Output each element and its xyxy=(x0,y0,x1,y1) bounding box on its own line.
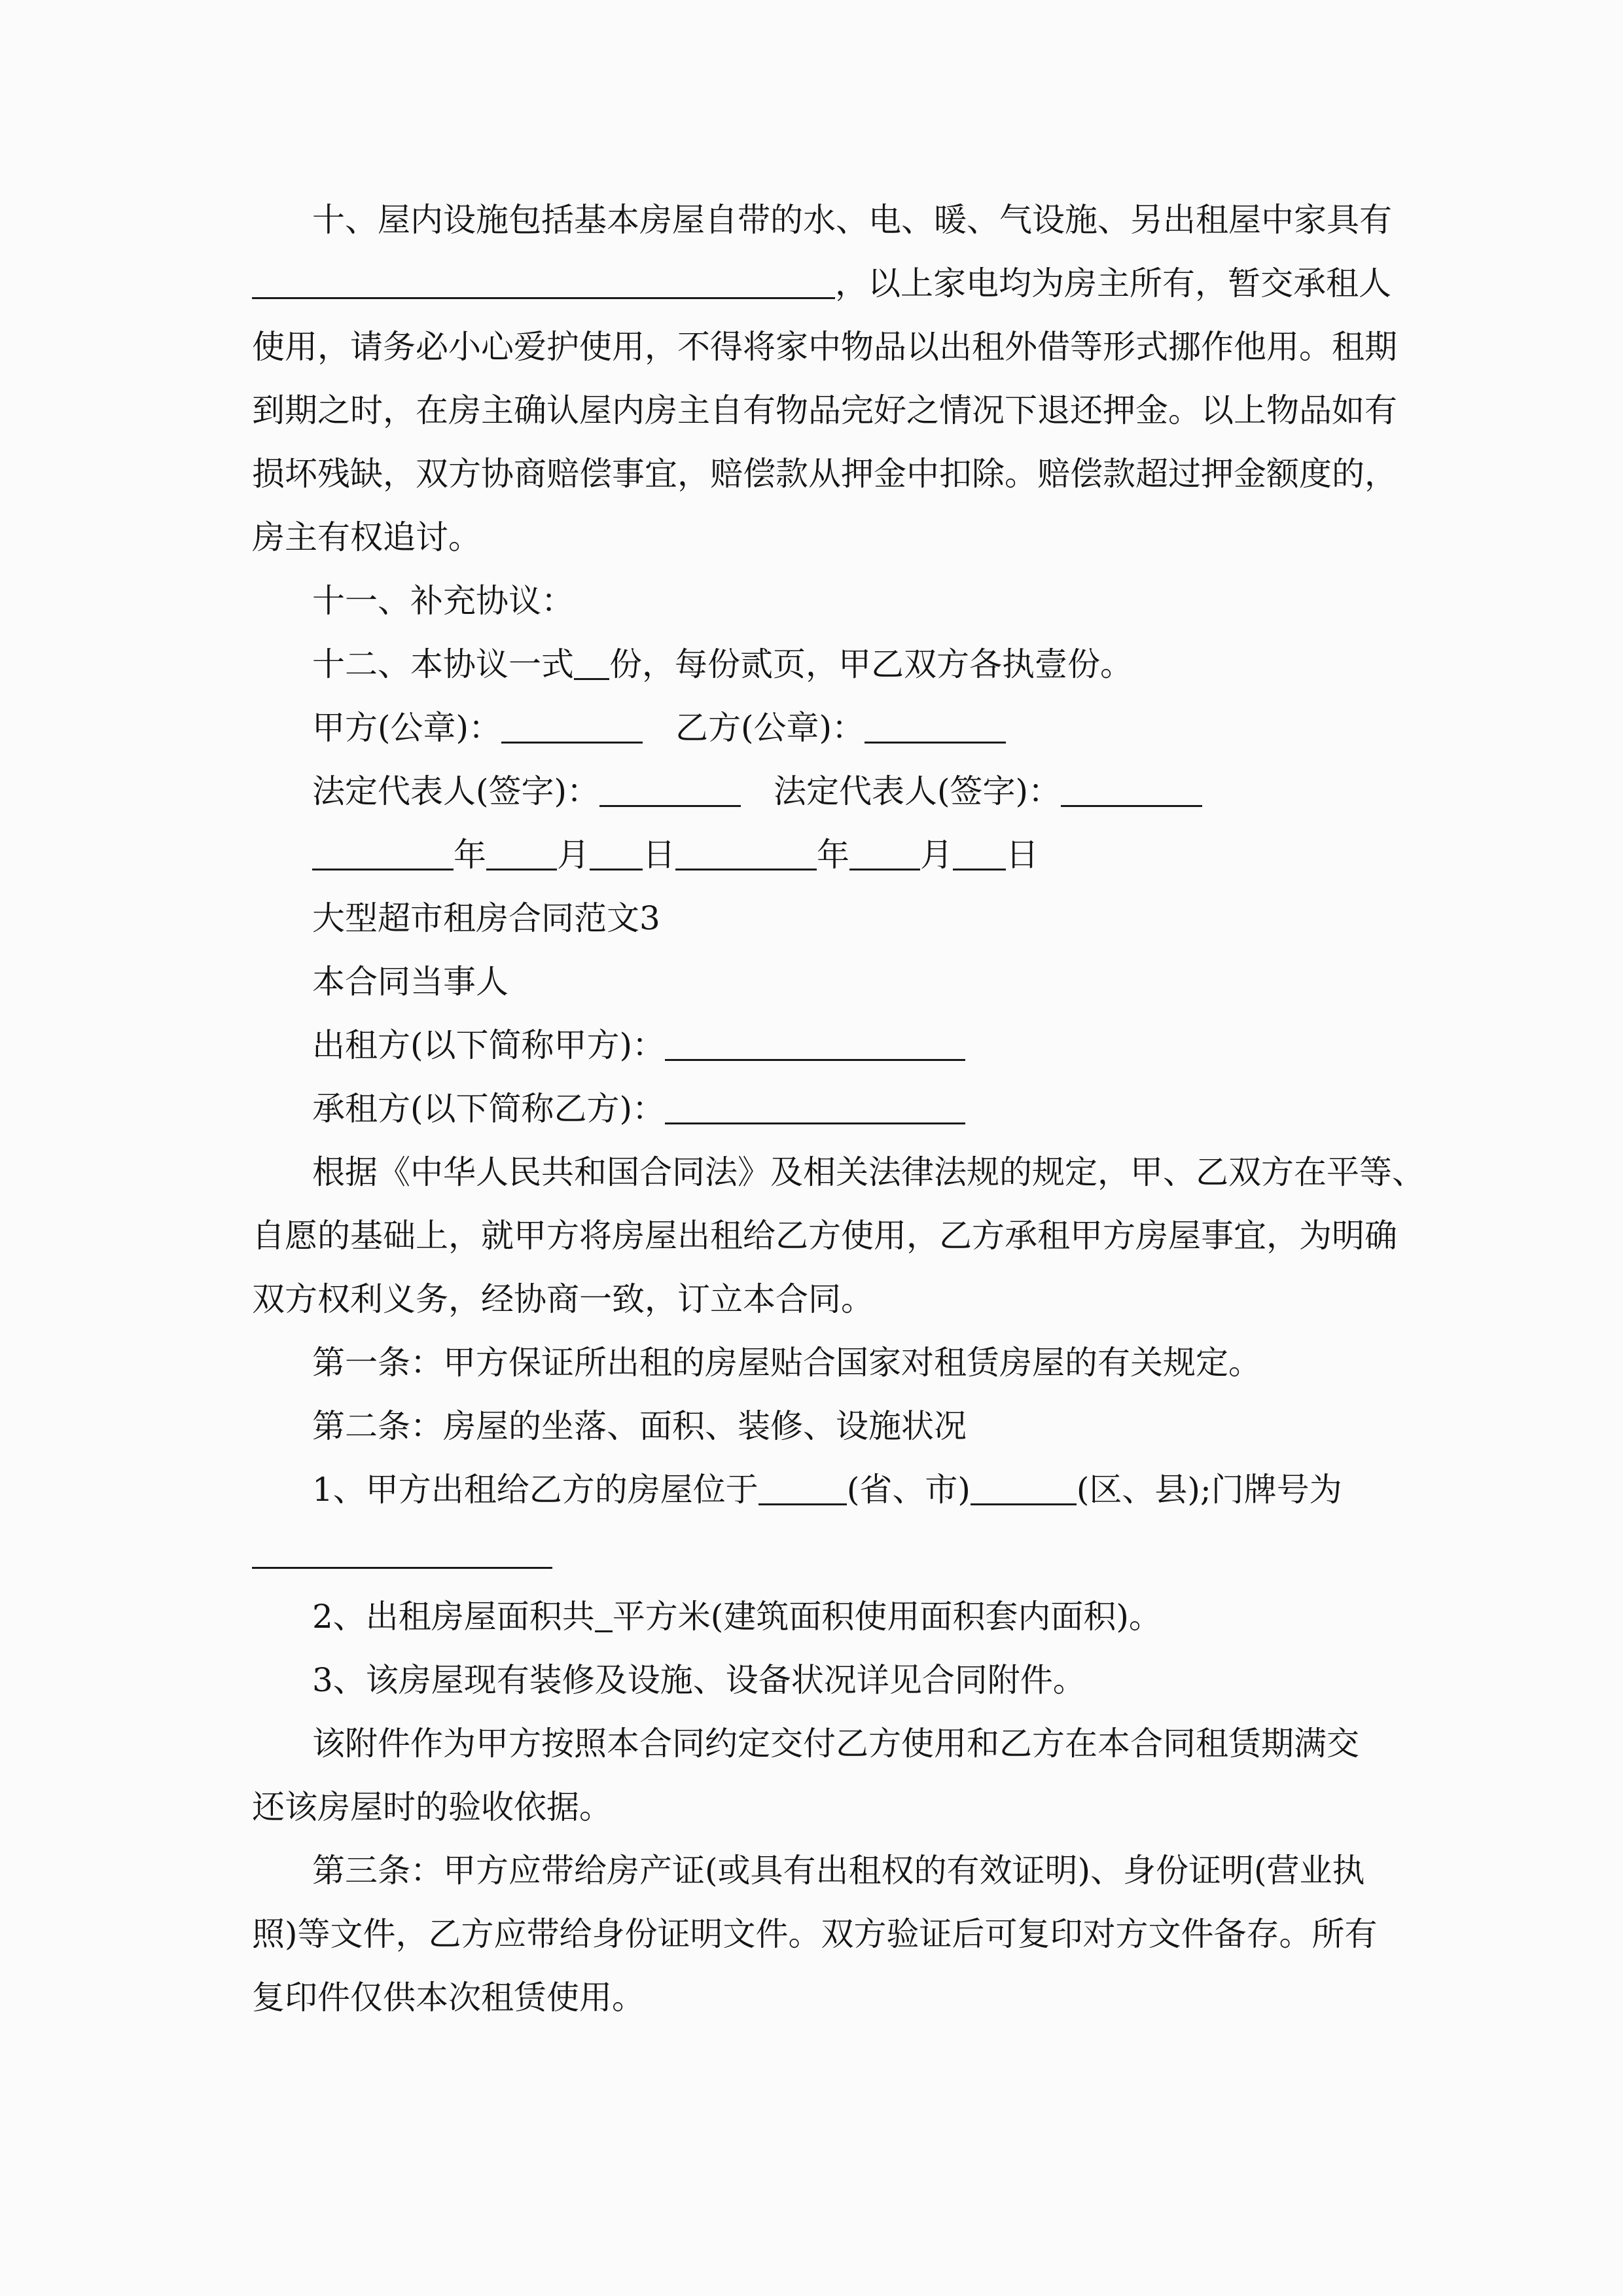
text-line xyxy=(252,1776,1404,1839)
text-line xyxy=(252,696,1404,760)
line-text: 十二、本协议一式 xyxy=(312,645,574,683)
line-text: 根据《中华人民共和国合同法》及相关法律法规的规定，甲、乙双方在平等、 xyxy=(312,1153,1425,1191)
text-line xyxy=(252,379,1404,442)
line-text: 甲方(公章)： xyxy=(312,709,502,747)
text-line xyxy=(252,252,1404,315)
fill-in-blank xyxy=(574,645,609,680)
text-line xyxy=(252,1395,1404,1458)
text-line xyxy=(252,506,1404,569)
text-line xyxy=(252,1585,1404,1649)
text-line xyxy=(252,1839,1404,1903)
text-line xyxy=(252,188,1404,252)
fill-in-blank xyxy=(590,836,643,870)
line-text: 3、该房屋现有装修及设施、设备状况详见合同附件。 xyxy=(312,1661,1086,1699)
line-text: 日 xyxy=(1006,836,1039,874)
text-line xyxy=(252,760,1404,823)
fill-in-blank xyxy=(312,836,454,870)
fill-in-blank xyxy=(865,709,1006,744)
text-line xyxy=(252,823,1404,887)
line-text: 法定代表人(签字)： xyxy=(741,772,1061,810)
fill-in-blank xyxy=(971,1471,1077,1505)
line-text: 月 xyxy=(557,836,590,874)
text-line xyxy=(252,315,1404,379)
fill-in-blank xyxy=(1061,772,1202,807)
line-text: ，以上家电均为房主所有，暂交承租人 xyxy=(835,264,1391,302)
line-text: 月 xyxy=(920,836,953,874)
text-line xyxy=(252,1331,1404,1395)
fill-in-blank xyxy=(758,1471,847,1505)
text-line xyxy=(252,1014,1404,1077)
fill-in-blank xyxy=(849,836,920,870)
fill-in-blank xyxy=(665,1090,965,1124)
line-text: 自愿的基础上，就甲方将房屋出租给乙方使用，乙方承租甲方房屋事宜，为明确 xyxy=(252,1217,1397,1255)
line-text: 份，每份贰页，甲乙双方各执壹份。 xyxy=(609,645,1133,683)
fill-in-blank xyxy=(599,772,741,807)
text-line xyxy=(252,1141,1425,1204)
text-line xyxy=(252,1966,1404,2030)
fill-in-blank xyxy=(486,836,557,870)
line-text: 2、出租房屋面积共 xyxy=(312,1598,595,1636)
line-text: 照)等文件，乙方应带给身份证明文件。双方验证后可复印对方文件备存。所有 xyxy=(252,1915,1378,1953)
line-text: 该附件作为甲方按照本合同约定交付乙方使用和乙方在本合同租赁期满交 xyxy=(312,1725,1359,1763)
fill-in-blank xyxy=(252,1534,552,1569)
text-line xyxy=(252,1903,1404,1966)
line-text: 平方米(建筑面积使用面积套内面积)。 xyxy=(612,1598,1162,1636)
line-text: 复印件仅供本次租赁使用。 xyxy=(252,1979,645,2017)
fill-in-blank xyxy=(595,1598,613,1632)
text-line xyxy=(252,1204,1404,1268)
text-line xyxy=(252,569,1404,633)
line-text: 十、屋内设施包括基本房屋自带的水、电、暖、气设施、另出租屋中家具有 xyxy=(312,201,1392,239)
line-text: 大型超市租房合同范文3 xyxy=(312,899,660,937)
line-text: 年 xyxy=(454,836,486,874)
line-text: 年 xyxy=(817,836,849,874)
contract-text-block xyxy=(252,188,1425,2030)
line-text: 第二条：房屋的坐落、面积、装修、设施状况 xyxy=(312,1407,967,1445)
line-text: 还该房屋时的验收依据。 xyxy=(252,1788,612,1826)
line-text: 1、甲方出租给乙方的房屋位于 xyxy=(312,1471,758,1509)
fill-in-blank xyxy=(675,836,817,870)
text-line xyxy=(252,1649,1404,1712)
line-text: 十一、补充协议： xyxy=(312,582,574,620)
text-line xyxy=(252,1522,1404,1585)
text-line xyxy=(252,1712,1404,1776)
line-text: 本合同当事人 xyxy=(312,963,508,1001)
line-text: 第三条：甲方应带给房产证(或具有出租权的有效证明)、身份证明(营业执 xyxy=(312,1852,1365,1890)
line-text: 第一条：甲方保证所出租的房屋贴合国家对租赁房屋的有关规定。 xyxy=(312,1344,1261,1382)
line-text: 到期之时，在房主确认屋内房主自有物品完好之情况下退还押金。以上物品如有 xyxy=(252,391,1397,429)
line-text: 损坏残缺，双方协商赔偿事宜，赔偿款从押金中扣除。赔偿款超过押金额度的， xyxy=(252,455,1397,493)
line-text: 法定代表人(签字)： xyxy=(312,772,600,810)
fill-in-blank xyxy=(252,264,835,299)
text-line xyxy=(252,442,1404,506)
line-text: (区、县);门牌号为 xyxy=(1076,1471,1342,1509)
line-text: 房主有权追讨。 xyxy=(252,518,481,556)
line-text: 乙方(公章)： xyxy=(643,709,865,747)
fill-in-blank xyxy=(501,709,643,744)
text-line xyxy=(252,887,1404,950)
line-text: 日 xyxy=(643,836,675,874)
text-line xyxy=(252,1077,1404,1141)
line-text: (省、市) xyxy=(846,1471,971,1509)
fill-in-blank xyxy=(665,1026,965,1061)
line-text: 使用，请务必小心爱护使用，不得将家中物品以出租外借等形式挪作他用。租期 xyxy=(252,328,1397,366)
text-line xyxy=(252,950,1404,1014)
text-line xyxy=(252,1268,1404,1331)
fill-in-blank xyxy=(953,836,1006,870)
text-line xyxy=(252,633,1404,696)
line-text: 出租方(以下简称甲方)： xyxy=(312,1026,666,1064)
line-text: 承租方(以下简称乙方)： xyxy=(312,1090,666,1128)
line-text: 双方权利义务，经协商一致，订立本合同。 xyxy=(252,1280,874,1318)
text-line xyxy=(252,1458,1404,1522)
